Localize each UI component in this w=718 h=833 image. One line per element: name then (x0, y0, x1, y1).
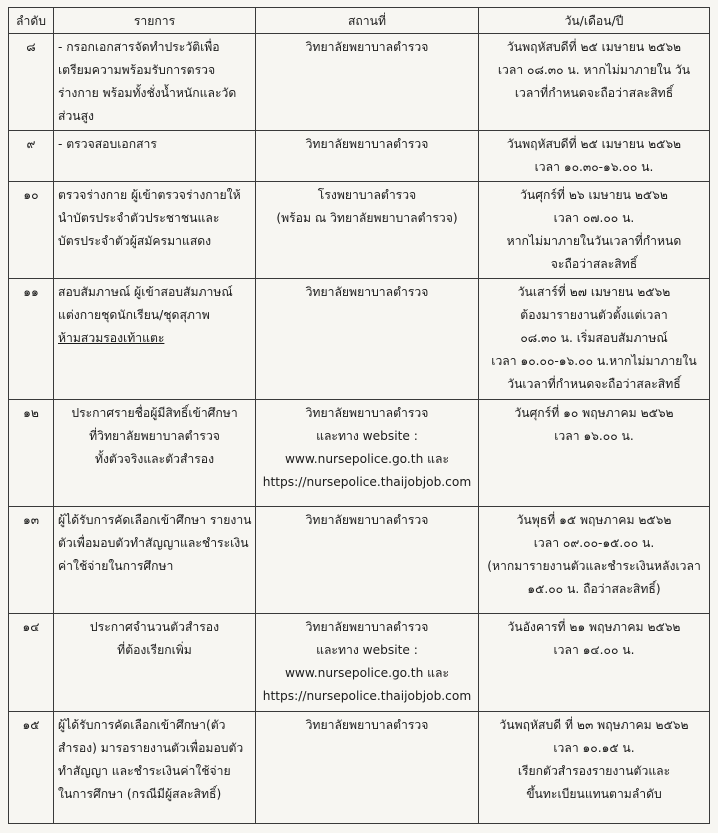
date-cell (479, 182, 710, 279)
cell-line: ประกาศจำนวนตัวสำรอง (89, 620, 220, 634)
cell-line: https://nursepolice.thaijobjob.com (262, 689, 472, 703)
warning-text: ห้ามสวมรองเท้าแตะ (58, 331, 165, 345)
cell-line: วันอังคารที่ ๒๑ พฤษภาคม ๒๕๖๒ (507, 620, 681, 634)
row-number: ๙ (9, 131, 54, 182)
header-item: รายการ (54, 8, 256, 34)
cell-line: ต้องมารายงานตัวตั้งแต่เวลา (520, 308, 668, 322)
table-row (9, 507, 710, 614)
cell-line: เวลา ๑๖.๐๐ น. (554, 429, 634, 443)
cell-line: วิทยาลัยพยาบาลตำรวจ (305, 718, 429, 732)
cell-line: วิทยาลัยพยาบาลตำรวจ (305, 40, 429, 54)
table-row (9, 712, 710, 824)
cell-line: ตรวจร่างกาย ผู้เข้าตรวจร่างกายให้ (58, 188, 241, 202)
cell-line: - ตรวจสอบเอกสาร (58, 137, 157, 151)
place-cell (256, 614, 479, 712)
date-cell (479, 712, 710, 824)
cell-line: ตัวเพื่อมอบตัวทำสัญญาและชำระเงิน (58, 536, 249, 550)
place-cell (256, 34, 479, 131)
header-date: วัน/เดือน/ปี (479, 8, 710, 34)
cell-line: วันศุกร์ที่ ๒๖ เมษายน ๒๕๖๒ (520, 188, 668, 202)
item-cell (54, 131, 256, 182)
cell-line: เวลา ๑๐.๓๐-๑๖.๐๐ น. (534, 160, 654, 174)
cell-line: วันพฤหัสบดีที่ ๒๕ เมษายน ๒๕๖๒ (506, 137, 682, 151)
date-cell (479, 400, 710, 507)
cell-line: ๑๕.๐๐ น. ถือว่าสละสิทธิ์) (527, 582, 661, 596)
cell-line: วิทยาลัยพยาบาลตำรวจ (305, 513, 429, 527)
cell-line: www.nursepolice.go.th และ (284, 452, 450, 466)
header-place: สถานที่ (256, 8, 479, 34)
place-cell (256, 279, 479, 400)
cell-line: วันเวลาที่กำหนดจะถือว่าสละสิทธิ์ (507, 377, 681, 391)
date-cell (479, 34, 710, 131)
item-cell (54, 614, 256, 712)
place-cell (256, 712, 479, 824)
cell-line: สอบสัมภาษณ์ ผู้เข้าสอบสัมภาษณ์ (58, 285, 233, 299)
cell-line: ทำสัญญา และชำระเงินค่าใช้จ่าย (58, 764, 231, 778)
cell-line: แต่งกายชุดนักเรียน/ชุดสุภาพ (58, 308, 210, 322)
table-row (9, 131, 710, 182)
date-cell (479, 279, 710, 400)
cell-line: วันพุธที่ ๑๕ พฤษภาคม ๒๕๖๒ (516, 513, 672, 527)
cell-line: นำบัตรประจำตัวประชาชนและ (58, 211, 220, 225)
row-number: ๑๒ (9, 400, 54, 507)
cell-line: เรียกตัวสำรองรายงานตัวและ (517, 764, 671, 778)
cell-line: - กรอกเอกสารจัดทำประวัติเพื่อ (58, 40, 220, 54)
cell-line: (พร้อม ณ วิทยาลัยพยาบาลตำรวจ) (276, 211, 458, 225)
cell-line: ร่างกาย พร้อมทั้งชั่งน้ำหนักและวัด (58, 86, 237, 100)
table-row (9, 279, 710, 400)
item-cell (54, 182, 256, 279)
cell-line: เตรียมความพร้อมรับการตรวจ (58, 63, 216, 77)
cell-line: (หากมารายงานตัวและชำระเงินหลังเวลา (487, 559, 701, 573)
row-number: ๑๑ (9, 279, 54, 400)
cell-line: ที่ต้องเรียกเพิ่ม (117, 643, 192, 657)
table-row (9, 400, 710, 507)
cell-line: ในการศึกษา (กรณีมีผู้สละสิทธิ์) (58, 787, 222, 801)
cell-line: เวลาที่กำหนดจะถือว่าสละสิทธิ์ (514, 86, 674, 100)
cell-line: ขึ้นทะเบียนแทนตามลำดับ (526, 787, 662, 801)
place-cell (256, 507, 479, 614)
row-number: ๑๔ (9, 614, 54, 712)
cell-line: วิทยาลัยพยาบาลตำรวจ (305, 620, 429, 634)
cell-line: สำรอง) มารอรายงานตัวเพื่อมอบตัว (58, 741, 244, 755)
date-cell (479, 507, 710, 614)
item-cell (54, 400, 256, 507)
row-number: ๑๐ (9, 182, 54, 279)
cell-line: โรงพยาบาลตำรวจ (317, 188, 417, 202)
item-cell (54, 34, 256, 131)
cell-line: ส่วนสูง (58, 109, 95, 123)
table-row (9, 34, 710, 131)
cell-line: วิทยาลัยพยาบาลตำรวจ (305, 137, 429, 151)
cell-line: เวลา ๐๘.๓๐ น. หากไม่มาภายใน วัน (497, 63, 691, 77)
place-cell (256, 400, 479, 507)
cell-line: วิทยาลัยพยาบาลตำรวจ (305, 285, 429, 299)
date-cell (479, 131, 710, 182)
cell-line: บัตรประจำตัวผู้สมัครมาแสดง (58, 234, 212, 248)
cell-line: https://nursepolice.thaijobjob.com (262, 475, 472, 489)
item-cell (54, 712, 256, 824)
row-number: ๑๓ (9, 507, 54, 614)
cell-line: วันพฤหัสบดีที่ ๒๕ เมษายน ๒๕๖๒ (506, 40, 682, 54)
cell-line: ประกาศรายชื่อผู้มีสิทธิ์เข้าศึกษา (71, 406, 238, 420)
cell-line: เวลา ๑๐.๐๐-๑๖.๐๐ น.หากไม่มาภายใน (491, 354, 697, 368)
cell-line: วิทยาลัยพยาบาลตำรวจ (305, 406, 429, 420)
cell-line: ๐๘.๓๐ น. เริ่มสอบสัมภาษณ์ (520, 331, 668, 345)
row-number: ๘ (9, 34, 54, 131)
cell-line: เวลา ๐๗.๐๐ น. (553, 211, 635, 225)
table-row (9, 182, 710, 279)
date-cell (479, 614, 710, 712)
cell-line: www.nursepolice.go.th และ (284, 666, 450, 680)
cell-line: และทาง website : (316, 643, 418, 657)
cell-line: หากไม่มาภายในวันเวลาที่กำหนด (506, 234, 682, 248)
header-row (9, 8, 710, 34)
cell-line: ค่าใช้จ่ายในการศึกษา (58, 559, 174, 573)
cell-line: วันพฤหัสบดี ที่ ๒๓ พฤษภาคม ๒๕๖๒ (499, 718, 689, 732)
cell-line: เวลา ๐๙.๐๐-๑๕.๐๐ น. (533, 536, 655, 550)
cell-line: วันเสาร์ที่ ๒๗ เมษายน ๒๕๖๒ (517, 285, 671, 299)
cell-line: เวลา ๑๔.๐๐ น. (553, 643, 635, 657)
cell-line: วันศุกร์ที่ ๑๐ พฤษภาคม ๒๕๖๒ (514, 406, 674, 420)
cell-line: เวลา ๑๐.๑๕ น. (553, 741, 635, 755)
cell-line: จะถือว่าสละสิทธิ์ (550, 257, 638, 271)
place-cell (256, 131, 479, 182)
cell-line: ผู้ได้รับการคัดเลือกเข้าศึกษา(ตัว (58, 718, 226, 732)
item-cell (54, 279, 256, 400)
row-number: ๑๕ (9, 712, 54, 824)
header-no: ลำดับ (9, 8, 54, 34)
schedule-table (8, 7, 710, 824)
item-cell (54, 507, 256, 614)
cell-line: และทาง website : (316, 429, 418, 443)
place-cell (256, 182, 479, 279)
cell-line: ทั้งตัวจริงและตัวสำรอง (94, 452, 215, 466)
table-row (9, 614, 710, 712)
cell-line: ผู้ได้รับการคัดเลือกเข้าศึกษา รายงาน (58, 513, 252, 527)
cell-line: ที่วิทยาลัยพยาบาลตำรวจ (89, 429, 220, 443)
